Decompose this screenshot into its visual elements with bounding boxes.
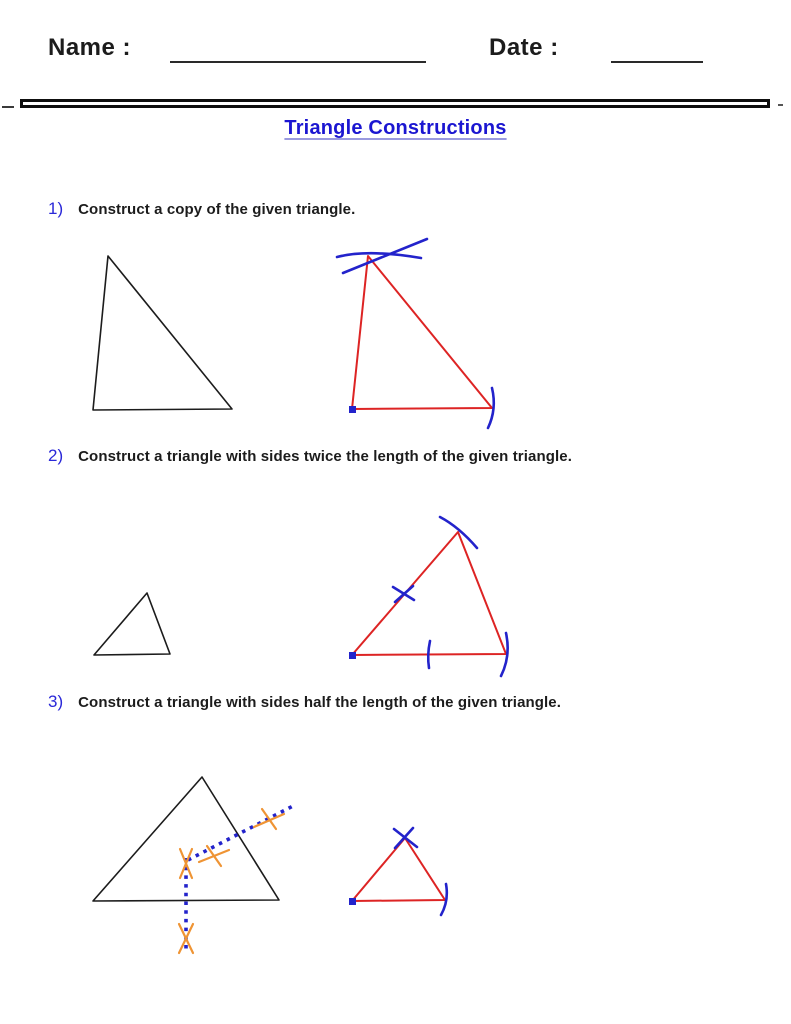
problem-2-text: Construct a triangle with sides twice the length of the given triangle. — [78, 448, 572, 465]
name-blank-line — [170, 61, 426, 63]
apex-cross-mark — [394, 829, 417, 847]
vertex-arc-mark — [441, 884, 447, 915]
apex-cross-mark — [395, 828, 413, 848]
vertex-arc-mark — [501, 633, 508, 676]
problem-1-given-triangle — [93, 256, 232, 410]
compass-cross-mark — [199, 846, 229, 866]
apex-arc-mark — [440, 517, 477, 548]
problem-3-given-triangle — [93, 777, 293, 953]
divider-left-tick — [2, 106, 14, 108]
date-label: Date : — [489, 34, 559, 61]
compass-cross-mark — [179, 924, 193, 953]
name-label: Name : — [48, 34, 132, 61]
header-divider-rule — [20, 99, 770, 108]
apex-arc-mark — [337, 253, 421, 258]
problem-3-constructed-triangle — [349, 828, 447, 915]
vertex-point-mark — [349, 898, 356, 905]
problem-1-statement — [48, 199, 355, 219]
problem-1-text: Construct a copy of the given triangle. — [78, 201, 356, 218]
problem-3-statement — [48, 692, 561, 712]
dotted-construction-ray — [188, 806, 293, 860]
page-title: Triangle Constructions — [284, 117, 507, 139]
date-blank-line — [611, 61, 703, 63]
problem-1-constructed-triangle — [337, 239, 494, 428]
divider-right-tick — [778, 104, 783, 106]
problem-2-given-triangle — [94, 593, 170, 655]
side-cross-mark — [395, 586, 413, 602]
problem-2-number: 2) — [48, 446, 64, 465]
problem-3-number: 3) — [48, 692, 64, 711]
compass-cross-mark — [254, 809, 284, 829]
problem-1-number: 1) — [48, 199, 64, 218]
vertex-point-mark — [349, 406, 356, 413]
apex-arc-mark — [343, 239, 427, 273]
problem-3-text: Construct a triangle with sides half the length of the given triangle. — [78, 694, 562, 711]
compass-cross-mark — [180, 849, 192, 878]
problem-2-statement — [48, 446, 572, 466]
vertex-point-mark — [349, 652, 356, 659]
problem-2-constructed-triangle — [349, 517, 508, 676]
side-cross-mark — [393, 587, 414, 600]
base-tick-mark — [428, 641, 430, 668]
vertex-arc-mark — [488, 388, 494, 428]
